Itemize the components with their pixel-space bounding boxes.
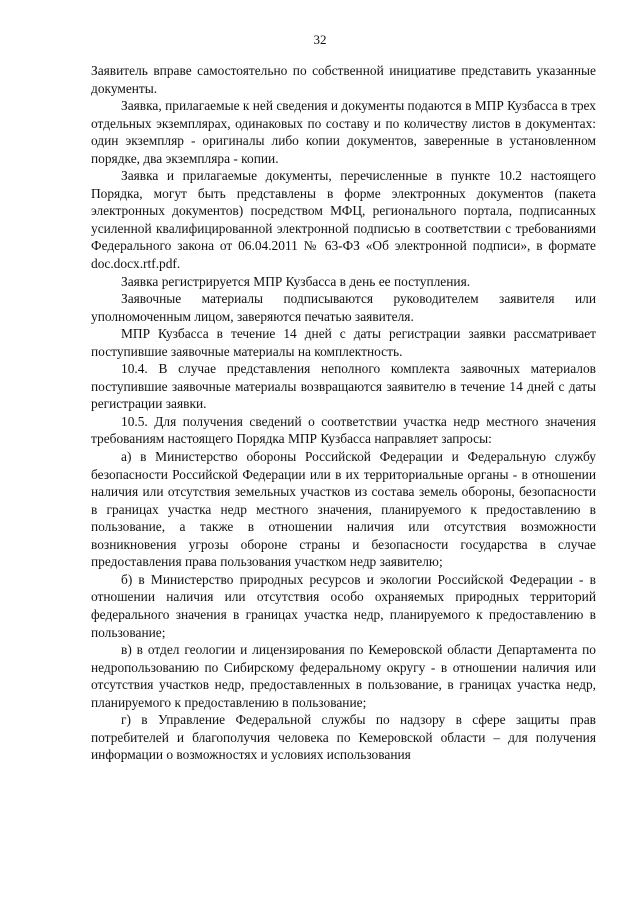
document-body <box>91 62 596 764</box>
list-item-v: в) в отдел геологии и лицензирования по Кемеровской области Департамента по недропользованию по Сибирскому федеральному округу - в отношении наличия или отсутствия участков недр, предоставленных в пользование, в границах участка недр, планируемого к предоставлению в пользование; <box>91 642 596 710</box>
paragraph-application-copies: Заявка, прилагаемые к ней сведения и документы подаются в МПР Кузбасса в трех отдельных экземплярах, одинаковых по составу и по количеству листов в документах: один экземпляр - оригиналы либо копии документов, заверенные в установленном порядке, два экземпляра - копии. <box>91 98 596 166</box>
list-item-b: б) в Министерство природных ресурсов и экологии Российской Федерации - в отношении наличия или отсутствия особо охраняемых природных территорий федерального значения в границах участка недр, планируемого к предоставлению в пользование; <box>91 571 596 640</box>
list-item-g: г) в Управление Федеральной службы по надзору в сфере защиты прав потребителей и благополучия человека по Кемеровской области – для получения информации о возможностях и условиях использования <box>91 712 596 763</box>
paragraph-signing: Заявочные материалы подписываются руководителем заявителя или уполномоченным лицом, заверяются печатью заявителя. <box>91 291 596 324</box>
paragraph-applicant-right: Заявитель вправе самостоятельно по собственной инициативе представить указанные документы. <box>91 63 596 96</box>
list-item-a: а) в Министерство обороны Российской Федерации и Федеральную службу безопасности Российской Федерации или в их территориальные органы - в отношении наличия или отсутствия земельных участков из состава земель обороны, безопасности в границах участка недр местного значения, планируемого к предоставлению в пользование, а также в отношении наличия или отсутствия возможности возникновения угрозы обороне страны и безопасности государства в случае предоставления права пользования участком недр заявителю; <box>91 449 596 570</box>
paragraph-10-4: 10.4. В случае представления неполного комплекта заявочных материалов поступившие заявочные материалы возвращаются заявителю в течение 14 дней с даты регистрации заявки. <box>91 361 596 412</box>
paragraph-electronic-submission: Заявка и прилагаемые документы, перечисленные в пункте 10.2 настоящего Порядка, могут быть представлены в форме электронных документов (пакета электронных документов) посредством МФЦ, регионального портала, подписанных усиленной квалифицированной электронной подписью в соответствии с требованиями Федерального закона от 06.04.2011 № 63-ФЗ «Об электронной подписи», в формате doc.docx.rtf.pdf. <box>91 168 596 272</box>
paragraph-registration: Заявка регистрируется МПР Кузбасса в день ее поступления. <box>121 273 471 289</box>
paragraph-completeness-review: МПР Кузбасса в течение 14 дней с даты регистрации заявки рассматривает поступившие заявочные материалы на комплектность. <box>91 326 596 359</box>
paragraph-10-5: 10.5. Для получения сведений о соответствии участка недр местного значения требованиям настоящего Порядка МПР Кузбасса направляет запросы: <box>91 413 596 447</box>
page-number: 32 <box>313 32 327 47</box>
